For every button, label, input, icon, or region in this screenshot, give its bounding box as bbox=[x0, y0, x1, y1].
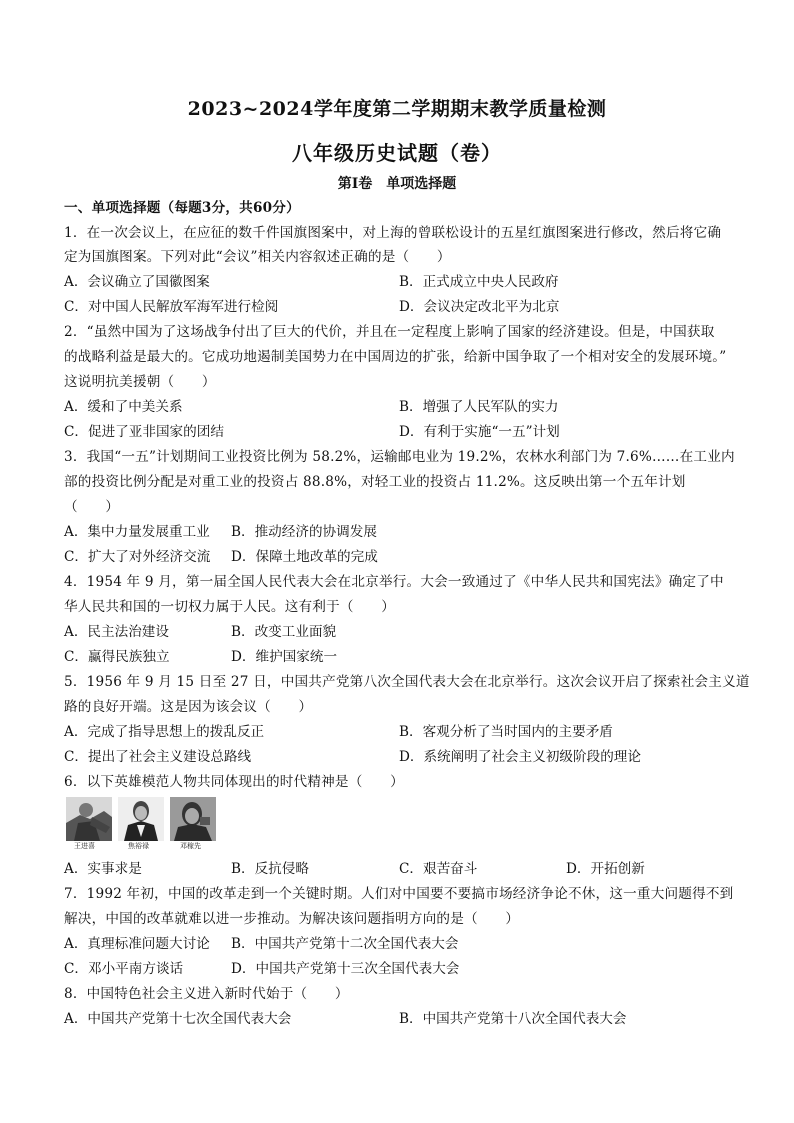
question-1-option-d[interactable]: D．会议决定改北平为北京 bbox=[399, 299, 560, 315]
question-7-option-c[interactable]: C．邓小平南方谈话 bbox=[64, 961, 184, 977]
question-4-line-2: 华人民共和国的一切权力属于人民。这有利于（ ） bbox=[64, 599, 396, 615]
question-1-option-b[interactable]: B．正式成立中央人民政府 bbox=[399, 274, 559, 290]
exam-subtitle: 八年级历史试题（卷） bbox=[292, 141, 502, 165]
question-2-option-b[interactable]: B．增强了人民军队的实力 bbox=[399, 399, 559, 415]
hero-caption-3: 邓稼先 bbox=[180, 842, 201, 850]
question-6-option-b[interactable]: B．反抗侵略 bbox=[231, 861, 309, 877]
hero-photos bbox=[66, 797, 216, 849]
question-5-option-a[interactable]: A．完成了指导思想上的拨乱反正 bbox=[64, 724, 265, 740]
part-heading: 第Ⅰ卷 单项选择题 bbox=[337, 176, 457, 192]
question-1-option-a[interactable]: A．会议确立了国徽图案 bbox=[64, 274, 210, 290]
hero-caption-2: 焦裕禄 bbox=[128, 842, 149, 850]
question-8-option-b[interactable]: B．中国共产党第十八次全国代表大会 bbox=[399, 1011, 627, 1027]
question-4-line-1: 4．1954 年 9 月，第一届全国人民代表大会在北京举行。大会一致通过了《中华人民共和国宪法》确定了中 bbox=[64, 574, 724, 590]
exam-title: 2023~2024学年度第二学期期末教学质量检测 bbox=[187, 98, 607, 120]
question-5-line-2: 路的良好开端。这是因为该会议（ ） bbox=[64, 699, 313, 715]
question-2-line-3: 这说明抗美援朝（ ） bbox=[64, 374, 216, 390]
question-1-option-c[interactable]: C．对中国人民解放军海军进行检阅 bbox=[64, 299, 279, 315]
question-7-line-1: 7．1992 年初，中国的改革走到一个关键时期。人们对中国要不要搞市场经济争论不休，这一重大问题得不到 bbox=[64, 886, 734, 902]
question-2-option-d[interactable]: D．有利于实施“一五”计划 bbox=[399, 424, 560, 440]
question-4-option-d[interactable]: D．维护国家统一 bbox=[231, 649, 338, 665]
question-3-line-3: （ ） bbox=[64, 499, 120, 515]
question-3-option-a[interactable]: A．集中力量发展重工业 bbox=[64, 524, 210, 540]
question-4-option-a[interactable]: A．民主法治建设 bbox=[64, 624, 169, 640]
question-3-option-c[interactable]: C．扩大了对外经济交流 bbox=[64, 549, 211, 565]
question-2-line-2: 的战略利益是最大的。它成功地遏制美国势力在中国周边的扩张，给新中国争取了一个相对安全的发展环境。” bbox=[64, 349, 727, 365]
question-1-line-1: 1．在一次会议上，在应征的数千件国旗图案中，对上海的曾联松设计的五星红旗图案进行修改，然后将它确 bbox=[64, 225, 722, 241]
question-8-line-1: 8．中国特色社会主义进入新时代始于（ ） bbox=[64, 986, 349, 1002]
question-6-option-a[interactable]: A．实事求是 bbox=[64, 861, 142, 877]
question-1-line-2: 定为国旗图案。下列对此“会议”相关内容叙述正确的是（ ） bbox=[64, 249, 451, 265]
question-2-option-a[interactable]: A．缓和了中美关系 bbox=[64, 399, 183, 415]
question-3-line-1: 3．我国“一五”计划期间工业投资比例为 58.2%，运输邮电业为 19.2%，农林水利部门为 7.6%……在工业内 bbox=[64, 449, 735, 465]
hero-caption-1: 王进喜 bbox=[74, 842, 95, 850]
question-7-line-2: 解决，中国的改革就难以进一步推动。为解决该问题指明方向的是（ ） bbox=[64, 911, 520, 927]
question-5-option-c[interactable]: C．提出了社会主义建设总路线 bbox=[64, 749, 252, 765]
question-2-option-c[interactable]: C．促进了亚非国家的团结 bbox=[64, 424, 224, 440]
question-5-line-1: 5．1956 年 9 月 15 日至 27 日，中国共产党第八次全国代表大会在北京举行。这次会议开启了探索社会主义道 bbox=[64, 674, 750, 690]
question-7-option-a[interactable]: A．真理标准问题大讨论 bbox=[64, 936, 210, 952]
question-5-option-d[interactable]: D．系统阐明了社会主义初级阶段的理论 bbox=[399, 749, 641, 765]
question-6-option-c[interactable]: C．艰苦奋斗 bbox=[399, 861, 478, 877]
section-heading: 一、单项选择题（每题3分，共60分） bbox=[64, 200, 300, 216]
question-4-option-b[interactable]: B．改变工业面貌 bbox=[231, 624, 337, 640]
question-5-option-b[interactable]: B．客观分析了当时国内的主要矛盾 bbox=[399, 724, 613, 740]
question-2-line-1: 2．“虽然中国为了这场战争付出了巨大的代价，并且在一定程度上影响了国家的经济建设。但是，中国获取 bbox=[64, 324, 715, 340]
question-7-option-d[interactable]: D．中国共产党第十三次全国代表大会 bbox=[231, 961, 460, 977]
question-7-option-b[interactable]: B．中国共产党第十二次全国代表大会 bbox=[231, 936, 459, 952]
question-6-line-1: 6．以下英雄模范人物共同体现出的时代精神是（ ） bbox=[64, 774, 404, 790]
question-8-option-a[interactable]: A．中国共产党第十七次全国代表大会 bbox=[64, 1011, 292, 1027]
question-3-line-2: 部的投资比例分配是对重工业的投资占 88.8%，对轻工业的投资占 11.2%。这反映出第一个五年计划 bbox=[64, 474, 686, 490]
question-6-option-d[interactable]: D．开拓创新 bbox=[566, 861, 645, 877]
question-4-option-c[interactable]: C．赢得民族独立 bbox=[64, 649, 170, 665]
question-3-option-b[interactable]: B．推动经济的协调发展 bbox=[231, 524, 377, 540]
question-3-option-d[interactable]: D．保障土地改革的完成 bbox=[231, 549, 378, 565]
